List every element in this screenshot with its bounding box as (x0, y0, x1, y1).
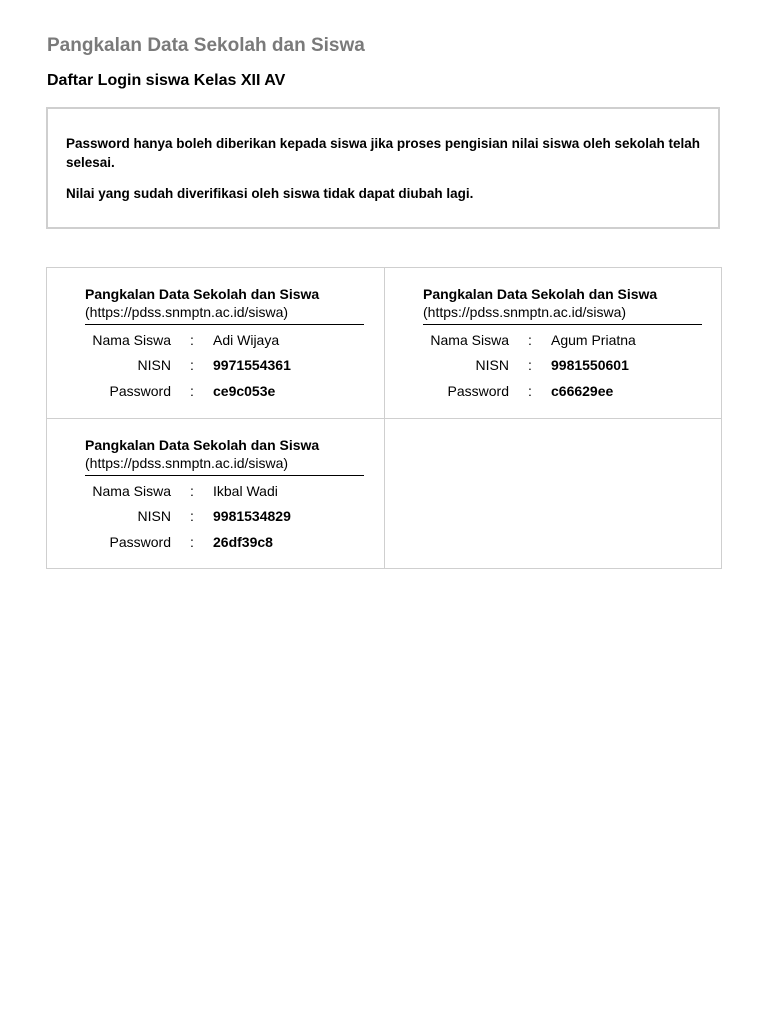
separator: : (190, 533, 194, 550)
password-row (85, 378, 364, 404)
student-name-label: Nama Siswa (430, 331, 509, 348)
separator: : (528, 382, 532, 399)
card-url: (https://pdss.snmptn.ac.id/siswa) (423, 303, 702, 325)
password-label: Password (447, 382, 509, 399)
empty-card-cell (385, 419, 722, 569)
card-title: Pangkalan Data Sekolah dan Siswa (85, 286, 320, 302)
nisn-label: NISN (475, 357, 509, 374)
student-name-row (423, 327, 702, 353)
card-url: (https://pdss.snmptn.ac.id/siswa) (85, 454, 364, 476)
nisn-label: NISN (137, 357, 171, 374)
separator: : (528, 357, 532, 374)
notice-password-text: Password hanya boleh diberikan kepada siswa jika proses pengisian nilai siswa oleh sekolah telah selesai. (66, 136, 700, 170)
login-card-grid (46, 267, 722, 569)
student-name-value: Adi Wijaya (213, 331, 280, 348)
password-value: c66629ee (551, 382, 614, 399)
separator: : (190, 508, 194, 525)
student-name-row (85, 478, 364, 504)
login-card (47, 419, 385, 569)
student-name-value: Ikbal Wadi (213, 482, 278, 499)
nisn-row (85, 353, 364, 379)
login-card (47, 268, 385, 419)
page-title: Pangkalan Data Sekolah dan Siswa (47, 35, 365, 56)
card-title: Pangkalan Data Sekolah dan Siswa (423, 286, 658, 302)
nisn-row (423, 353, 702, 379)
password-value: ce9c053e (213, 382, 276, 399)
nisn-value: 9981550601 (551, 357, 629, 374)
login-card (385, 268, 722, 419)
separator: : (528, 331, 532, 348)
separator: : (190, 331, 194, 348)
class-title: Daftar Login siswa Kelas XII AV (47, 72, 286, 89)
password-label: Password (109, 382, 171, 399)
separator: : (190, 482, 194, 499)
student-name-label: Nama Siswa (92, 331, 171, 348)
notice-box (46, 107, 720, 229)
separator: : (190, 357, 194, 374)
password-row (423, 378, 702, 404)
password-row (85, 529, 364, 555)
password-label: Password (109, 533, 171, 550)
password-value: 26df39c8 (213, 533, 273, 550)
nisn-value: 9981534829 (213, 508, 291, 525)
nisn-label: NISN (137, 508, 171, 525)
nisn-row (85, 504, 364, 530)
card-url: (https://pdss.snmptn.ac.id/siswa) (85, 303, 364, 325)
nisn-value: 9971554361 (213, 357, 291, 374)
separator: : (190, 382, 194, 399)
student-name-row (85, 327, 364, 353)
notice-verification-text: Nilai yang sudah diverifikasi oleh siswa tidak dapat diubah lagi. (66, 186, 474, 201)
card-title: Pangkalan Data Sekolah dan Siswa (85, 437, 320, 453)
student-name-label: Nama Siswa (92, 482, 171, 499)
student-name-value: Agum Priatna (551, 331, 636, 348)
